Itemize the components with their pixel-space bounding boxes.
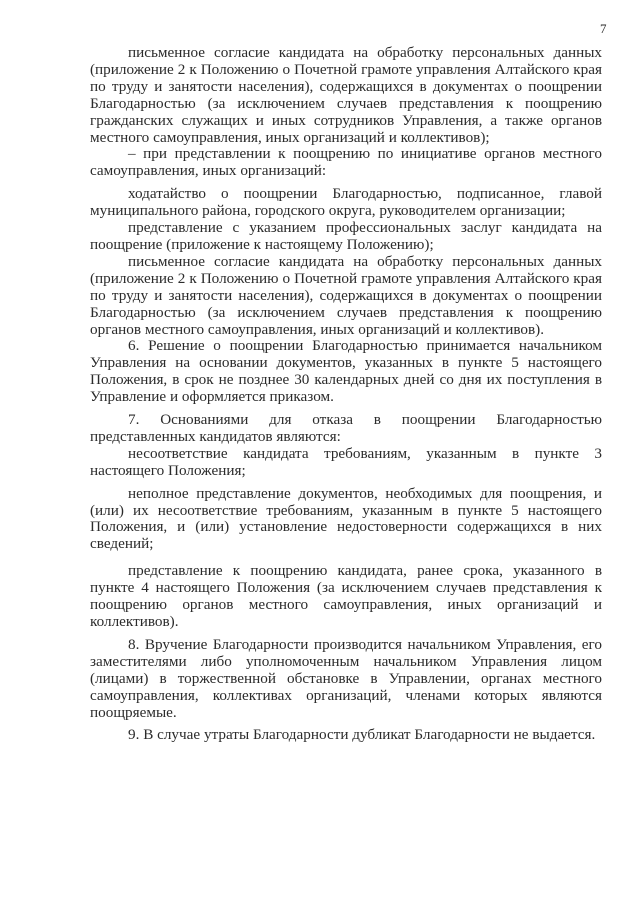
paragraph-petition: ходатайство о поощрении Благодарностью, подписанное, главой муниципального района, городского округа, руководителем организации; bbox=[90, 185, 602, 220]
paragraph-item-7: 7. Основаниями для отказа в поощрении Благодарностью представленных кандидатов являются: bbox=[90, 411, 602, 445]
paragraph-local-government: – при представлении к поощрению по инициативе органов местного самоуправления, иных организаций: bbox=[90, 145, 602, 180]
paragraph-item-9: 9. В случае утраты Благодарности дубликат Благодарности не выдается. bbox=[128, 726, 596, 744]
paragraph-consent-2: письменное согласие кандидата на обработку персональных данных (приложение 2 к Положению о Почетной грамоте управления Алтайского края по труду и занятости населения), содержащихся в документах о поощрении Благодарностью (за исключением случаев представления к поощрению органов местного самоуправления, иных организаций и коллективов). bbox=[90, 252, 602, 338]
paragraph-submission: представление с указанием профессиональных заслуг кандидата на поощрение (приложение к настоящему Положению); bbox=[90, 219, 602, 253]
paragraph-noncompliance: несоответствие кандидата требованиям, указанным в пункте 3 настоящего Положения; bbox=[90, 444, 602, 479]
paragraph-early-submission: представление к поощрению кандидата, ранее срока, указанного в пункте 4 настоящего Положения (за исключением случаев представления к поощрению органов местного самоуправления, иных организаций и коллективов). bbox=[90, 562, 602, 630]
paragraph-item-8: 8. Вручение Благодарности производится начальником Управления, его заместителями либо уполномоченным начальником Управления лицом (лицами) в торжественной обстановке в Управлении, органах местного самоуправления, коллективах организаций, членами которых являются поощряемые. bbox=[90, 635, 602, 721]
paragraph-incomplete-docs: неполное представление документов, необходимых для поощрения, и (или) их несоответствие требованиям, указанным в пункте 5 настоящего Положения, и (или) установление недостоверности содержащихся в них сведений; bbox=[90, 484, 602, 553]
document-body bbox=[90, 45, 602, 744]
page-number: 7 bbox=[600, 21, 607, 36]
paragraph-item-6: 6. Решение о поощрении Благодарностью принимается начальником Управления на основании документов, указанных в пункте 5 настоящего Положения, в срок не позднее 30 календарных дней со дня их поступления в Управление и оформляется приказом. bbox=[90, 337, 602, 406]
paragraph-consent-1: письменное согласие кандидата на обработку персональных данных (приложение 2 к Положению о Почетной грамоте управления Алтайского края по труду и занятости населения), содержащихся в документах о поощрении Благодарностью (за исключением случаев представления к поощрению гражданских служащих и иных сотрудников Управления, а также органов местного самоуправления, иных организаций и коллективов); bbox=[90, 44, 602, 146]
